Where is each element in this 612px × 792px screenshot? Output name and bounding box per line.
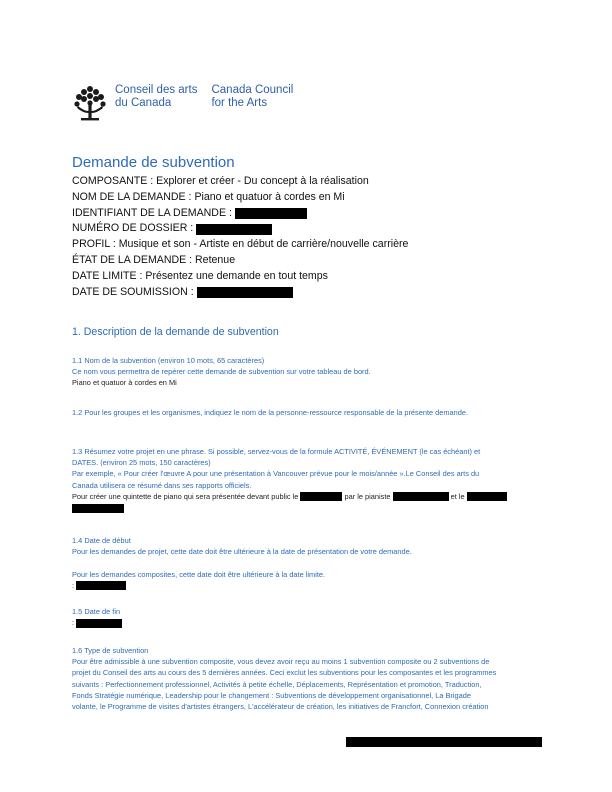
meta-etat-text: ÉTAT DE LA DEMANDE : Retenue — [72, 253, 236, 266]
q1-4-label: 1.4 Date de début — [72, 536, 131, 545]
meta-date-limite — [72, 269, 408, 285]
q1-5-answer-prefix: : — [72, 618, 75, 628]
q1-4-answer — [72, 580, 546, 591]
redaction-block — [467, 492, 507, 501]
q1-1-label: 1.1 Nom de la subvention (environ 10 mots, 65 caractères) — [72, 356, 265, 365]
meta-date-limite-text: DATE LIMITE : Présentez une demande en tout temps — [72, 269, 328, 282]
logo-en-line1: Canada Council — [211, 84, 294, 96]
q1-5-answer — [72, 617, 546, 628]
q1-1-answer: Piano et quatuor à cordes en Mi — [72, 378, 177, 388]
logo-text-en — [211, 84, 293, 110]
q1-3-answer-part-b: par le pianiste — [344, 491, 391, 501]
q1-1-help: Ce nom vous permettra de repérer cette demande de subvention sur votre tableau de bord. — [72, 367, 371, 377]
q1-3-help-line1: Par exemple, « Pour créer l'œuvre A pour une présentation à Vancouver prévue pour le mois/année ».Le Conseil des arts du — [72, 469, 480, 479]
page-title: Demande de subvention — [72, 154, 235, 171]
q1-3-answer — [72, 491, 546, 502]
redaction-block — [72, 504, 124, 513]
meta-profil-text: PROFIL : Musique et son - Artiste en début de carrière/nouvelle carrière — [72, 238, 409, 251]
application-metadata — [72, 174, 408, 300]
q1-6-text-line: volante, le Programme de visites d'artistes étrangers, L'accélérateur de création, les initiatives de Francfort, Connexion création — [72, 702, 489, 712]
tree-emblem-icon — [72, 84, 108, 122]
redaction-block — [300, 492, 342, 501]
redaction-block — [76, 619, 122, 628]
q1-6-text-line: projet du Conseil des arts au cours des 5 dernières années. Ceci exclut les subventions pour les composantes et les programmes — [72, 668, 497, 678]
meta-composante — [72, 174, 408, 190]
redaction-block — [196, 224, 272, 235]
question-1-1 — [72, 355, 546, 389]
q1-2-label: 1.2 Pour les groupes et les organismes, indiquez le nom de la personne-ressource responsable de la présente demande. — [72, 408, 469, 417]
logo-en-line2: for the Arts — [211, 97, 268, 109]
redaction-block — [393, 492, 449, 501]
q1-3-answer-part-a: Pour créer une quintette de piano qui sera présentée devant public le — [72, 491, 299, 501]
meta-composante-text: COMPOSANTE : Explorer et créer - Du concept à la réalisation — [72, 175, 369, 187]
question-1-4 — [72, 535, 546, 591]
spacer — [72, 557, 546, 568]
question-1-3 — [72, 446, 546, 513]
q1-3-label-line2: DATES. (environ 25 mots, 150 caractères) — [72, 458, 211, 468]
q1-6-text-line: Pour être admissible à une subvention composite, vous devez avoir reçu au moins 1 subvention composite ou 2 subventions de — [72, 657, 490, 667]
q1-3-label-line1: 1.3 Résumez votre projet en une phrase. Si possible, servez-vous de la formule ACTIVITÉ, ÉVÉNEMENT (le cas échéant) et — [72, 447, 481, 456]
meta-etat — [72, 253, 408, 269]
meta-dossier — [72, 221, 408, 237]
redaction-block — [197, 287, 293, 298]
logo-fr-line1: Conseil des arts — [115, 84, 198, 96]
q1-4-help-project: Pour les demandes de projet, cette date doit être ultérieure à la date de présentation de votre demande. — [72, 547, 412, 557]
question-1-6 — [72, 645, 546, 712]
canada-council-logo — [72, 84, 307, 122]
q1-4-help-composite: Pour les demandes composites, cette date doit être ultérieure à la date limite. — [72, 569, 326, 579]
question-1-5 — [72, 606, 546, 628]
meta-identifiant-text: IDENTIFIANT DE LA DEMANDE : — [72, 206, 232, 219]
logo-text-fr — [115, 84, 197, 110]
redaction-block — [235, 208, 307, 219]
q1-3-answer-part-c: et le — [450, 491, 465, 501]
q1-3-answer-continued — [72, 502, 546, 513]
q1-4-answer-prefix: : — [72, 580, 75, 590]
footer-redaction-block — [346, 737, 542, 747]
meta-nom-text: NOM DE LA DEMANDE : Piano et quatuor à cordes en Mi — [72, 190, 345, 203]
q1-6-text-line: Fonds Stratégie numérique, Leadership pour le changement : Subventions de développement organisationnel, La Brigade — [72, 690, 471, 700]
question-1-2 — [72, 407, 546, 418]
q1-5-label: 1.5 Date de fin — [72, 607, 121, 616]
q1-3-help-line2: Canada utilisera ce résumé dans ses rapports officiels. — [72, 480, 252, 490]
meta-date-soumission — [72, 285, 408, 301]
meta-profil — [72, 237, 408, 253]
meta-nom — [72, 190, 408, 206]
q1-6-text-line: suivants : Perfectionnement professionnel, Activités à petite échelle, Déplacements, Représentation et promotion, Traduction, — [72, 679, 482, 689]
section-1-title: 1. Description de la demande de subvention — [72, 326, 279, 338]
meta-dossier-text: NUMÉRO DE DOSSIER : — [72, 222, 194, 235]
meta-identifiant — [72, 206, 408, 222]
logo-fr-line2: du Canada — [115, 97, 172, 109]
redaction-block — [76, 581, 126, 590]
meta-date-soumission-text: DATE DE SOUMISSION : — [72, 285, 194, 298]
q1-6-label: 1.6 Type de subvention — [72, 646, 149, 655]
